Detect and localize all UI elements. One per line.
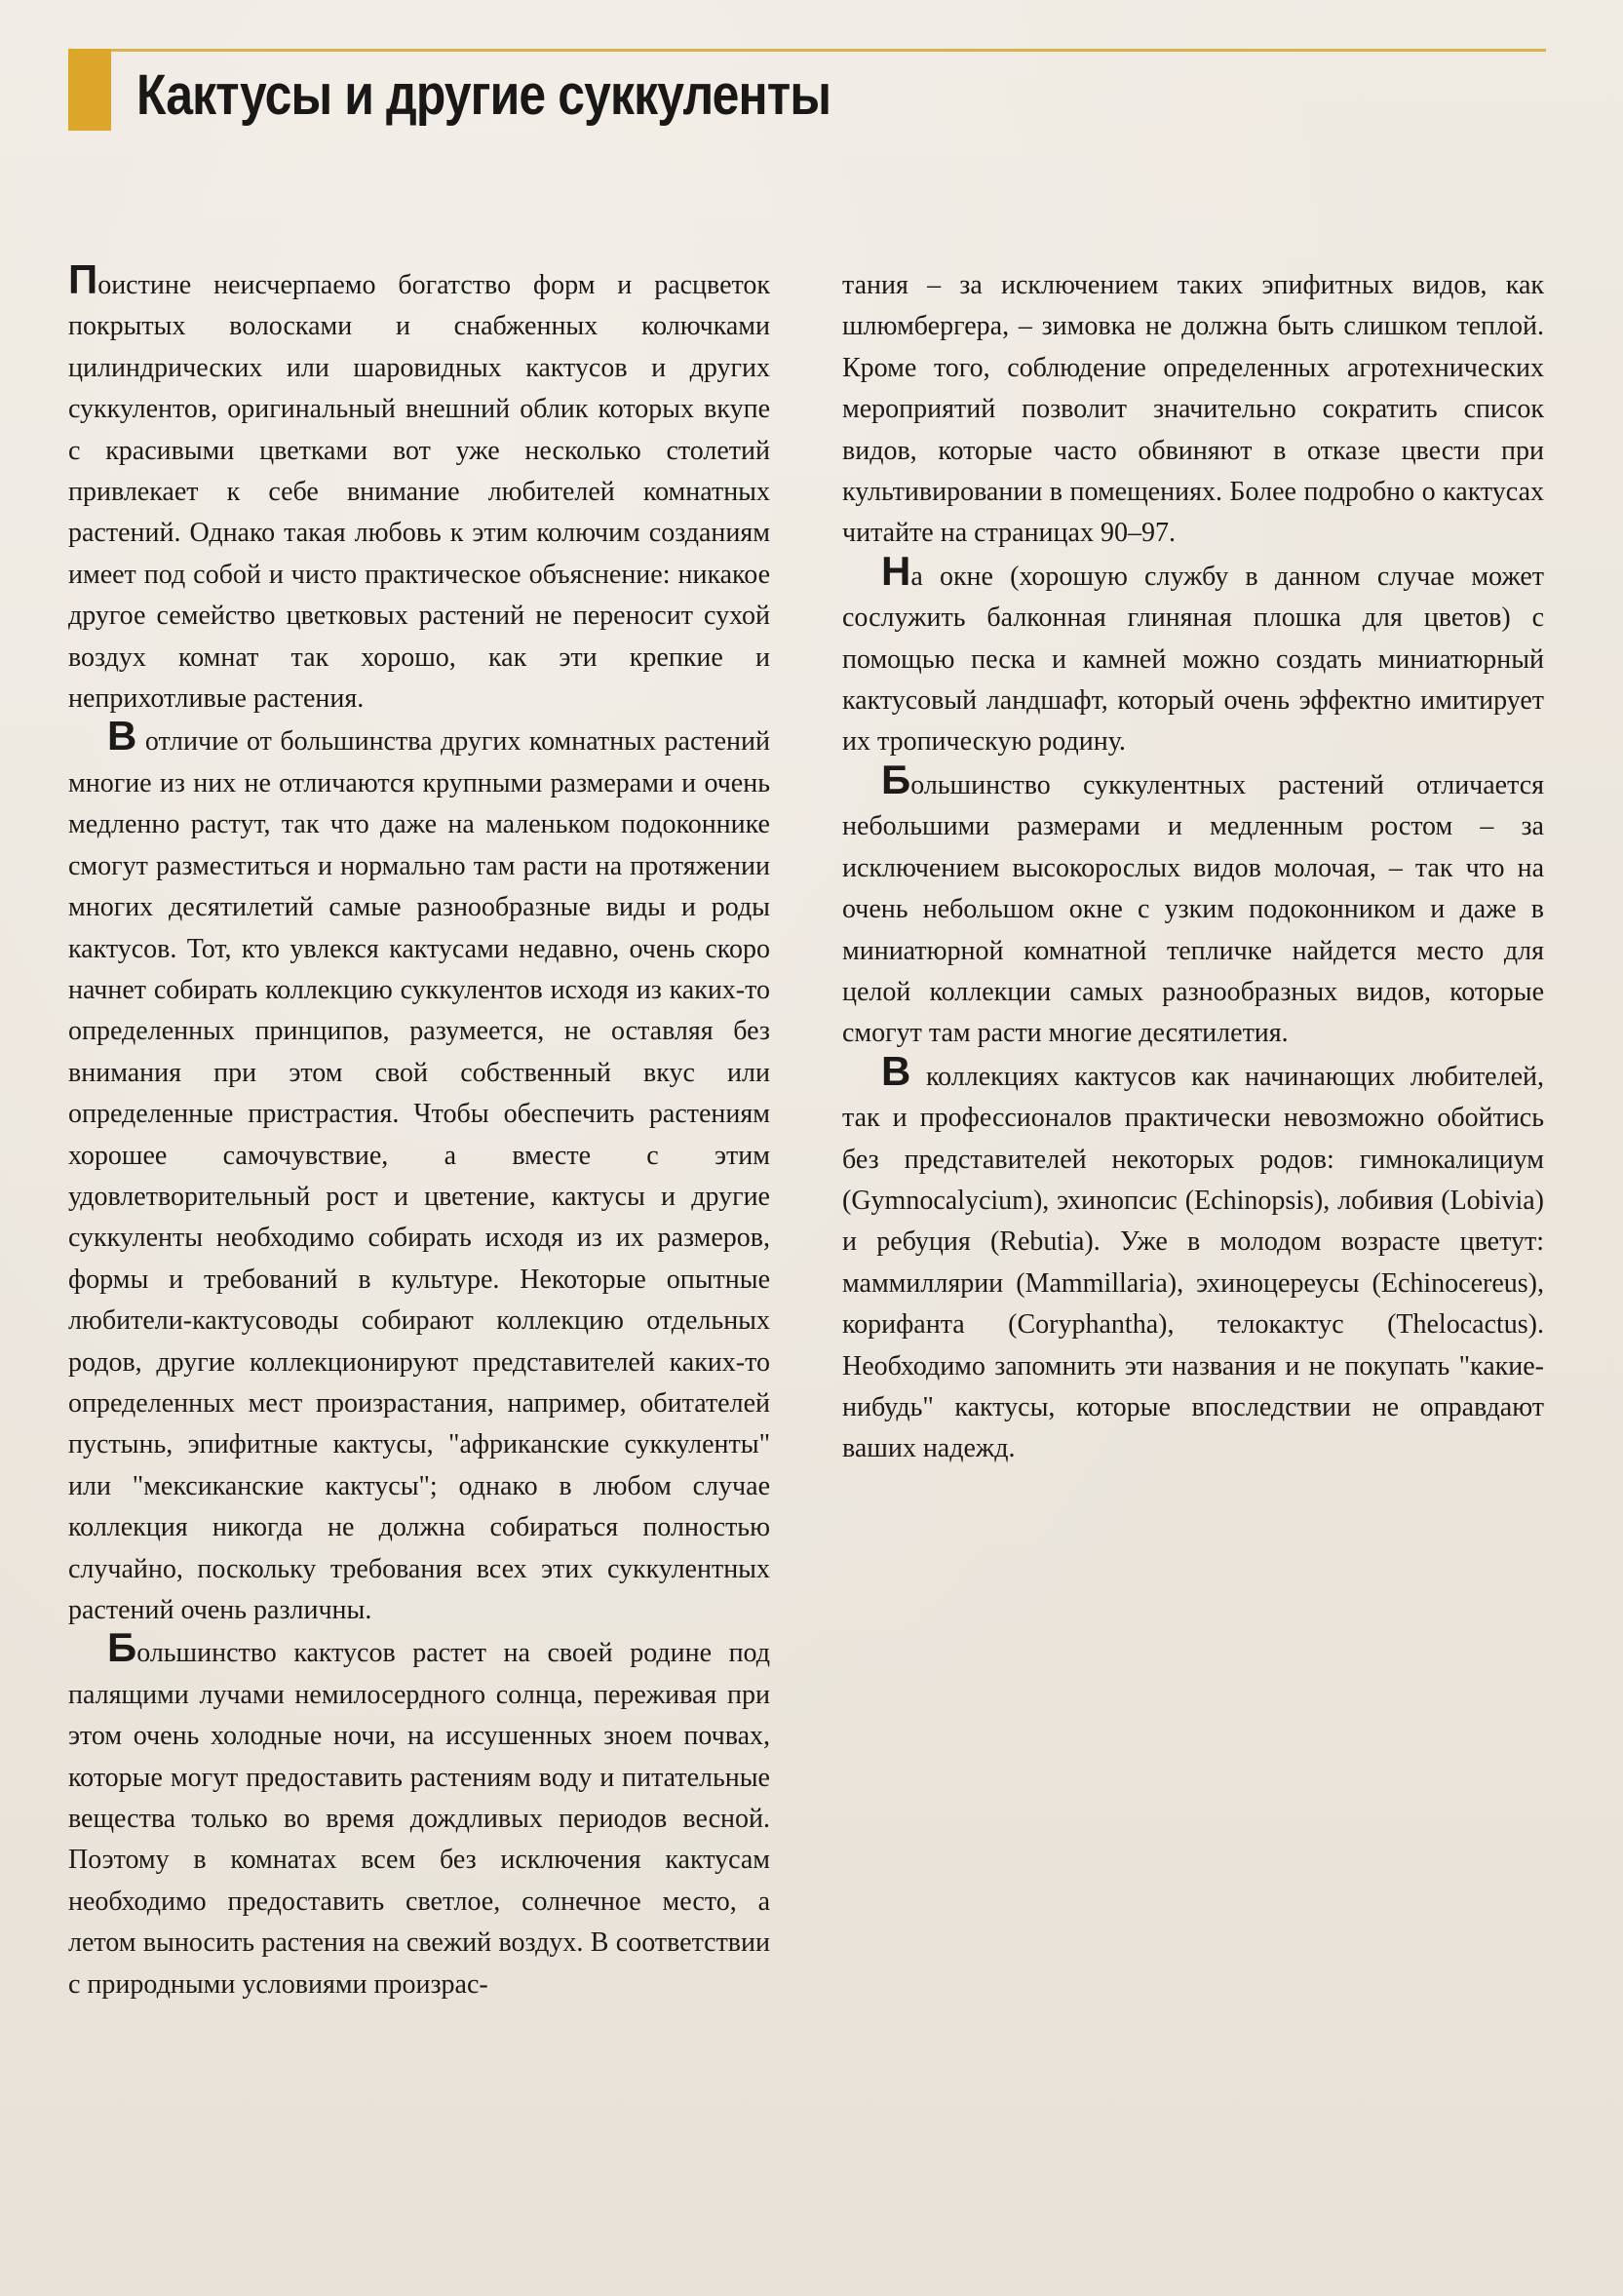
paragraph [842,756,1544,1055]
left-column [68,256,770,2005]
drop-cap: В [107,713,137,759]
paragraph-text: отличие от большинства других комнатных растений многие из них не отличаются крупными размерами и очень медленно растут, так что даже на маленьком подоконнике смогут разместиться и нормально там расти на протяжении многих десятилетий самые разнообразные виды и роды кактусов. Тот, кто увлекся кактусами недавно, очень скоро начнет собирать коллекцию суккулентов исходя из каких-то определенных принципов, разумеется, не оставляя без внимания при этом свой собственный вкус или определенные пристрастия. Чтобы обеспечить растениям хорошее самочувствие, а вместе с этим удовлетворительный рост и цветение, кактусы и другие суккуленты необходимо собирать исходя из их размеров, формы и требований в культуре. Некоторые опытные любители-кактусоводы собирают коллекцию отдельных родов, другие коллекционируют представителей каких-то определенных мест произрастания, например, обитателей пустынь, эпифитные кактусы, "африканские суккуленты" или "мексиканские кактусы"; однако в любом случае коллекция никогда не должна собираться полностью случайно, поскольку требования всех этих суккулентных растений очень различны. [68,726,770,1625]
drop-cap: Н [881,547,911,594]
paragraph-text: ольшинство суккулентных растений отличается небольшими размерами и медленным ростом – за исключением высокорослых видов молочая, – так что на очень небольшом окне с узким подоконником и даже в миниатюрной комнатной тепличке найдется место для целой коллекции самых разнообразных видов, которые смогут там расти многие десятилетия. [842,769,1544,1049]
paragraph [68,1624,770,2005]
paragraph-text: коллекциях кактусов как начинающих любителей, так и профессионалов практически невозможно обойтись без представителей некоторых родов: гимнокалициум (Gymnocalycium), эхинопсис (Echinopsis), лобивия (Lobivia) и ребуция (Rebutia). Уже в молодом возрасте цветут: маммиллярии (Mammillaria), эхиноцереусы (Echinocereus), корифанта (Coryphantha), телокактус (Thelocactus). Необходимо запомнить эти названия и не покупать "какие-нибудь" кактусы, которые впоследствии не оправдают ваших надежд. [842,1061,1544,1464]
header-rule [68,49,1546,52]
right-column [842,263,1544,1470]
paragraph-text: а окне (хорошую службу в данном случае может сослужить балконная глиняная плошка для цветов) с помощью песка и камней можно создать миниатюрный кактусовый ландшафт, который очень эффектно имитирует их тропическую родину. [842,561,1544,758]
drop-cap: Б [881,756,911,802]
paragraph-text: оистине неисчерпаемо богатство форм и расцветок покрытых волосками и снабженных колючками цилиндрических или шаровидных кактусов и других суккулентов, оригинальный внешний облик которых вкупе с красивыми цветками вот уже несколько столетий привлекает к себе внимание любителей комнатных растений. Однако такая любовь к этим колючим созданиям имеет под собой и чисто практическое объяснение: никакое другое семейство цветковых растений не переносит сухой воздух комнат так хорошо, как эти крепкие и неприхотливые растения. [68,270,770,715]
drop-cap: В [881,1047,911,1094]
article-title: Кактусы и другие суккуленты [136,63,831,127]
drop-cap: Б [107,1624,137,1671]
paragraph [842,1047,1544,1470]
paragraph-text: тания – за исключением таких эпифитных видов, как шлюмбергера, – зимовка не должна быть слишком теплой. Кроме того, соблюдение определенных агротехнических мероприятий позволит значительно сократить список видов, которые часто обвиняют в отказе цвести при культивировании в помещениях. Более подробно о кактусах читайте на страницах 90–97. [842,270,1544,549]
paragraph [68,713,770,1631]
paragraph [842,547,1544,763]
paragraph [68,256,770,720]
paragraph [842,263,1544,555]
title-accent-block [68,49,111,131]
drop-cap: П [68,256,98,302]
paragraph-text: ольшинство кактусов растет на своей родине под палящими лучами немилосердного солнца, переживая при этом очень холодные ночи, на иссушенных зноем почвах, которые могут предоставить растениям воду и питательные вещества только во время дождливых периодов весной. Поэтому в комнатах всем без исключения кактусам необходимо предоставить светлое, солнечное место, а летом выносить растения на свежий воздух. В соответствии с природными условиями произрас- [68,1638,770,2000]
